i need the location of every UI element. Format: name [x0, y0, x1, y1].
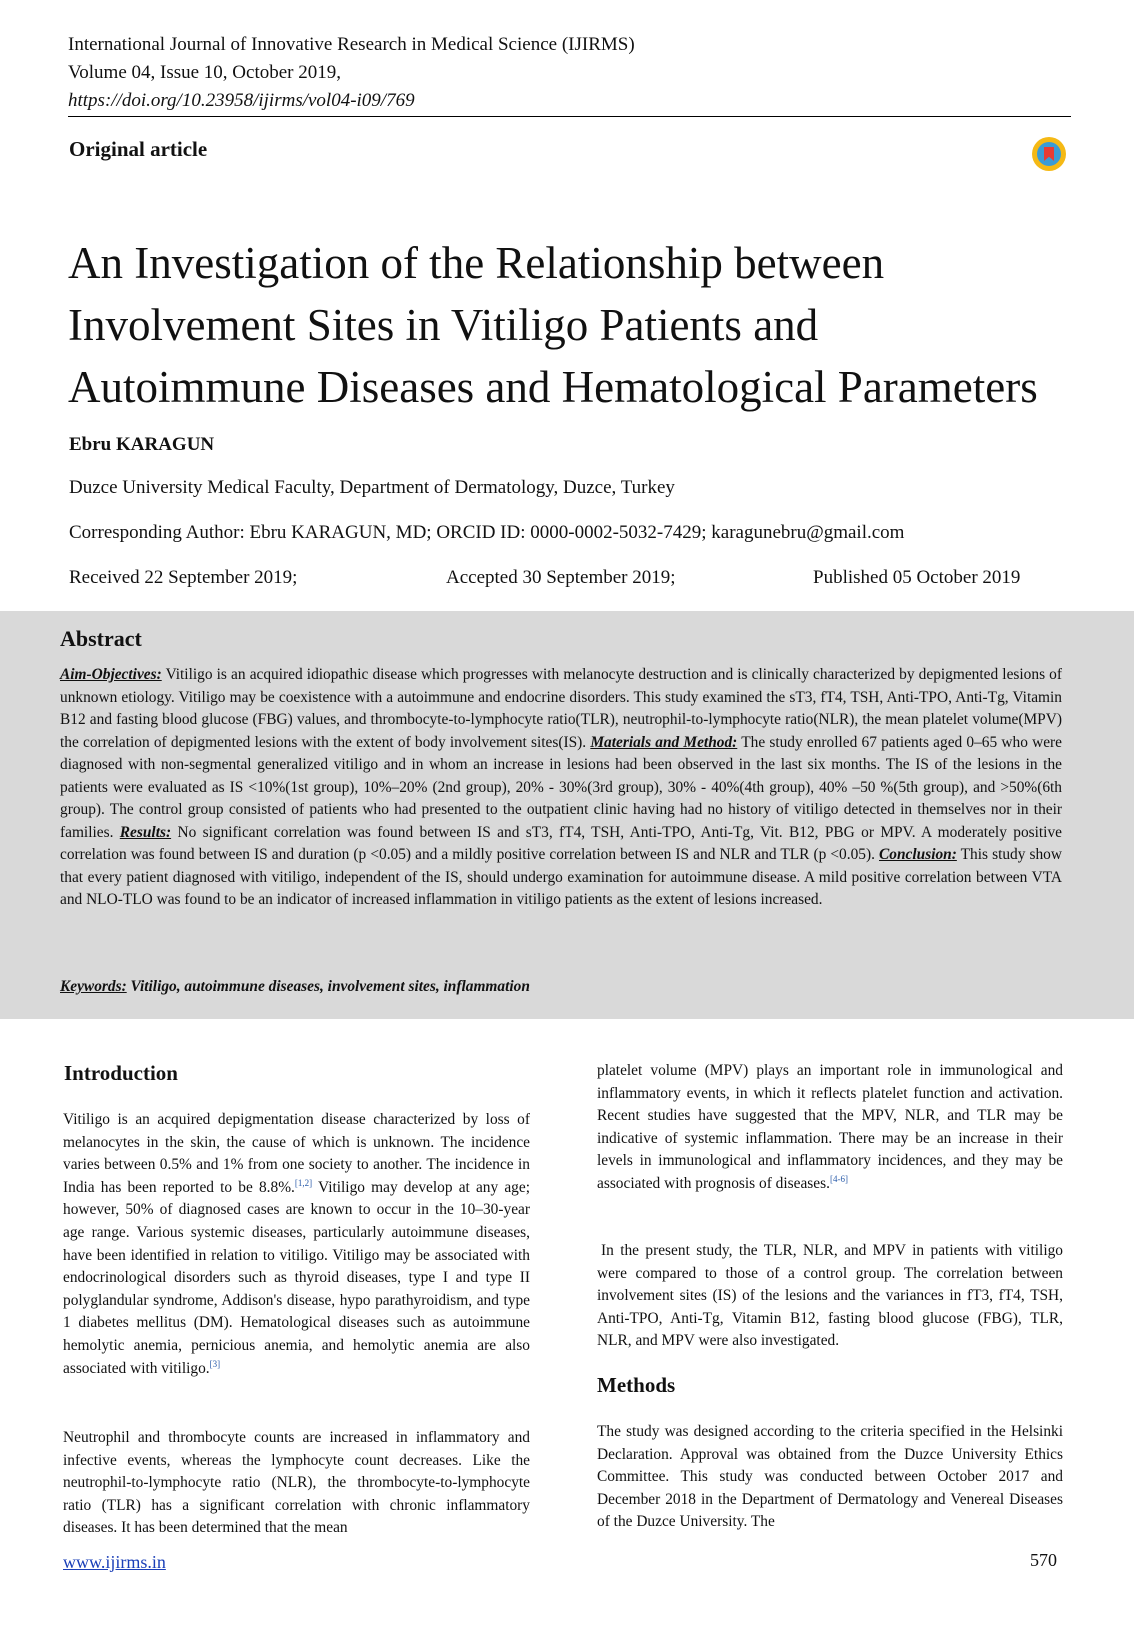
abstract-heading: Abstract: [60, 626, 142, 651]
bookmark-icon: [1044, 147, 1054, 161]
intro-p1-text: Vitiligo is an acquired depigmentation disease characterized by loss of melanocytes in the skin, the cause of which is unknown. The incidence varies between 0.5% and 1% from one society to another. The incidence in India has been reported to be 8.8%.: [63, 1111, 530, 1196]
abstract-text: [60, 664, 1062, 912]
intro-paragraph-1: [63, 1109, 530, 1380]
conclusion-text: This study show that every patient diagnosed with vitiligo, independent of the IS, should undergo examination for autoimmune disease. A mild positive correlation between VTA and NLO-TLO was found to be an indicator of increased inflammation in vitiligo patients as the extent of lesions increased.: [60, 846, 1062, 908]
article-title: [68, 232, 1078, 418]
header-divider: [68, 116, 1071, 117]
methods-text: The study enrolled 67 patients aged 0–65 who were diagnosed with non-segmental generalized vitiligo and in whom an increase in lesions had been observed in the last six months. The IS of the lesions in the patients were evaluated as IS <10%(1st group), 10%–20% (2nd group), 20% - 30%(3rd group), 30% - 40%(4th group), 40% –50 %(5th group), and >50%(6th group). The control group consisted of patients who had presented to the outpatient clinic having had no history of vitiligo detected in themselves nor in their families.: [60, 733, 1063, 841]
conclusion-label: Conclusion:: [879, 846, 957, 863]
title-line: Involvement Sites in Vitiligo Patients and: [68, 300, 819, 350]
right-p1-text: platelet volume (MPV) plays an important role in immunological and inflammatory events, in which it reflects platelet function and activation. Recent studies have suggested that the MPV, NLR, and TLR may be indicative of systemic inflammation. There may be an increase in their levels in immunological and inflammatory incidences, and they may be associated with prognosis of diseases.: [597, 1062, 1063, 1192]
results-text: No significant correlation was found between IS and sT3, fT4, TSH, Anti-TPO, Anti-Tg, Vit. B12, PBG or MPV. A moderately positive correlation was found between IS and duration (p <0.05) and a mildly positive correlation between IS and NLR and TLR (p <0.05).: [60, 823, 1062, 863]
keywords-label: Keywords:: [60, 978, 127, 995]
right-paragraph-2: In the present study, the TLR, NLR, and MPV in patients with vitiligo were compared to those of a control group. The correlation between involvement sites (IS) of the lesions and the variances in fT3, fT4, TSH, Anti-TPO, Anti-Tg, Vitamin B12, fasting blood glucose (FBG), TLR, NLR, and MPV were also investigated.: [597, 1242, 1063, 1350]
keywords-text: Vitiligo, autoimmune diseases, involvement sites, inflammation: [126, 978, 530, 995]
bookmark-badge-icon[interactable]: [1032, 137, 1066, 171]
journal-name: International Journal of Innovative Research in Medical Science (IJIRMS): [68, 34, 635, 55]
published-date: Published 05 October 2019: [813, 567, 1021, 588]
received-date: Received 22 September 2019;: [69, 567, 298, 588]
keywords: [60, 978, 530, 996]
author-name: Ebru KARAGUN: [69, 434, 215, 455]
title-line: Autoimmune Diseases and Hematological Parameters: [68, 362, 1038, 412]
corresponding-author: Corresponding Author: Ebru KARAGUN, MD; ORCID ID: 0000-0002-5032-7429; karagunebru@gmail.com: [69, 522, 905, 543]
journal-volume: Volume 04, Issue 10, October 2019,: [68, 62, 342, 83]
methods-label: Materials and Method:: [590, 733, 738, 751]
methods-heading: Methods: [597, 1373, 676, 1397]
page-number: 570: [1030, 1550, 1057, 1570]
article-type: Original article: [69, 137, 208, 161]
results-label: Results:: [119, 823, 172, 841]
doi-link[interactable]: https://doi.org/10.23958/ijirms/vol04-i09/769: [68, 90, 415, 111]
citation-ref[interactable]: [3]: [209, 1358, 221, 1369]
introduction-heading: Introduction: [64, 1061, 178, 1085]
accepted-date: Accepted 30 September 2019;: [446, 567, 676, 588]
affiliation: Duzce University Medical Faculty, Department of Dermatology, Duzce, Turkey: [69, 477, 675, 498]
citation-ref[interactable]: [4-6]: [829, 1173, 848, 1184]
title-line: An Investigation of the Relationship between: [68, 238, 885, 288]
badge-inner: [1037, 142, 1061, 166]
intro-p1b-text: Vitiligo may develop at any age; however, 50% of diagnosed cases are known to occur in the 10–30-year age range. Various systemic diseases, particularly autoimmune diseases, have been identified in relation to vitiligo. Vitiligo may be associated with endocrinological disorders such as thyroid diseases, type I and type II polyglandular syndrome, Addison's disease, hypo parathyroidism, and type 1 diabetes mellitus (DM). Hematological diseases such as autoimmune hemolytic anemia, pernicious anemia, and hemolytic anemia are also associated with vitiligo.: [63, 1178, 530, 1377]
intro-paragraph-2: Neutrophil and thrombocyte counts are increased in inflammatory and infective events, whereas the lymphocyte count decreases. Like the neutrophil-to-lymphocyte ratio (NLR), the thrombocyte-to-lymphocyte ratio (TLR) has a significant correlation with chronic inflammatory diseases. It has been determined that the mean: [63, 1429, 530, 1537]
citation-ref[interactable]: [1,2]: [294, 1177, 313, 1188]
methods-paragraph: The study was designed according to the criteria specified in the Helsinki Declaration. Approval was obtained from the Duzce University Ethics Committee. This study was conducted between October 2017 and December 2018 in the Department of Dermatology and Venereal Diseases of the Duzce University. The: [597, 1423, 1063, 1531]
aim-text: Vitiligo is an acquired idiopathic disease which progresses with melanocyte destruction and is clinically characterized by depigmented lesions of unknown etiology. Vitiligo may be coexistence with a autoimmune and endocrine disorders. This study examined the sT3, fT4, TSH, Anti-TPO, Anti-Tg, Vitamin B12 and fasting blood glucose (FBG) values, and thrombocyte-to-lymphocyte ratio(TLR), neutrophil-to-lymphocyte ratio(NLR), the mean platelet volume(MPV) the correlation of depigmented lesions with the extent of body involvement sites(IS).: [60, 666, 1062, 751]
aim-label: Aim-Objectives:: [60, 666, 162, 683]
journal-website-link[interactable]: www.ijirms.in: [63, 1552, 166, 1572]
right-paragraph-1: [597, 1060, 1063, 1196]
